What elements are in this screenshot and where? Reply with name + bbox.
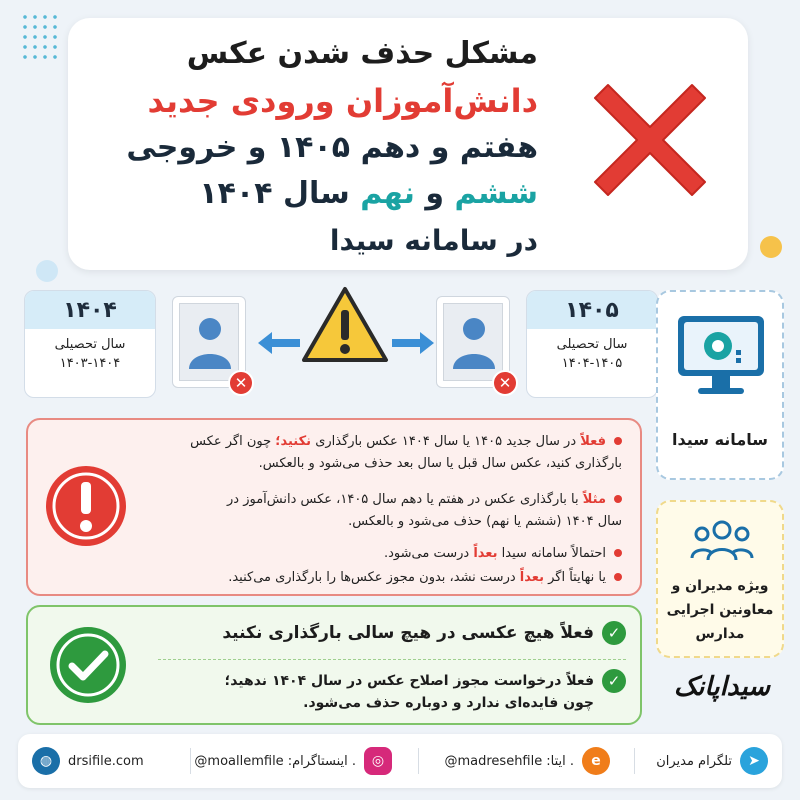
decor-circle-yellow (760, 236, 782, 258)
title-line-1: مشکل حذف شدن عکس (186, 36, 538, 71)
footer-site-label: drsifile.com (68, 753, 144, 769)
advice-line-2: ✓فعلاً درخواست مجوز اصلاح عکس در سال ۱۴۰۴ ندهید؛ (225, 669, 626, 693)
admins-label-1: ویژه مدیران و (671, 578, 769, 594)
title-line-2: دانش‌آموزان ورودی جدید (147, 82, 538, 120)
admins-label-3: مدارس (695, 626, 745, 642)
user-photo-icon (185, 311, 235, 371)
decor-circle-blue (36, 260, 58, 282)
title-line-3: هفتم و دهم ۱۴۰۵ و خروجی (126, 130, 538, 165)
sida-system-label: سامانه سیدا (672, 430, 768, 449)
footer-instagram[interactable] (194, 746, 392, 776)
footer-eitaa-label: . ایتا: (546, 753, 574, 769)
admins-label-2: معاونین اجرایی (666, 602, 774, 618)
decor-dots (20, 12, 60, 62)
arrow-left-icon (258, 332, 300, 354)
eitaa-icon: e (582, 747, 610, 775)
footer-instagram-handle: @moallemfile (194, 753, 284, 769)
warning-bullet-2-cont: سال ۱۴۰۴ (ششم یا نهم) حذف می‌شود و بالعکس. (348, 514, 622, 529)
warning-bullet-1-cont: بارگذاری کنید، عکس سال قبل یا سال بعد حذف می‌شود و بالعکس. (258, 456, 622, 471)
title-line-5: در سامانه سیدا (329, 224, 538, 257)
delete-badge-right: ✕ (492, 370, 518, 396)
check-icon (48, 625, 128, 705)
warning-bullet-2: مثلاً با بارگذاری عکس در هفتم یا دهم سال ۱۴۰۵، عکس دانش‌آموز در (227, 490, 622, 510)
year-card-1405 (526, 290, 658, 398)
warnings-box (26, 418, 642, 596)
year-card-1404-range: ۱۴۰۳-۱۴۰۴ (59, 356, 121, 371)
warning-bullet-1: فعلاً در سال جدید ۱۴۰۵ یا سال ۱۴۰۴ عکس بارگذاری نکنید؛ چون اگر عکس (190, 432, 622, 452)
title-grade-sixth: ششم (454, 176, 538, 211)
year-card-1404 (24, 290, 156, 398)
advice-divider (158, 659, 626, 660)
group-icon (690, 516, 754, 564)
footer-telegram[interactable] (656, 746, 768, 776)
advice-line-3: چون فایده‌ای ندارد و دوباره حذف می‌شود. (303, 695, 594, 711)
arrow-right-icon (392, 332, 434, 354)
footer-eitaa-handle: @madresehfile (444, 753, 543, 769)
globe-icon: ◍ (32, 747, 60, 775)
year-card-1405-year: ۱۴۰۵ (527, 291, 657, 329)
footer-site[interactable] (32, 746, 144, 776)
delete-badge-left: ✕ (228, 370, 254, 396)
footer-telegram-label: تلگرام مدیران (656, 753, 732, 769)
advice-box (26, 605, 642, 725)
check-icon: ✓ (602, 669, 626, 693)
admins-card (656, 500, 784, 658)
title-grade-ninth: نهم (360, 176, 415, 211)
title-line-4 (199, 176, 538, 211)
warning-bullet-4: یا نهایتاً اگر بعداً درست نشد، بدون مجوز عکس‌ها را بارگذاری می‌کنید. (228, 568, 622, 588)
instagram-icon: ◎ (364, 747, 392, 775)
year-card-1405-range: ۱۴۰۴-۱۴۰۵ (561, 356, 623, 371)
x-mark-icon (590, 80, 710, 200)
warning-triangle-icon (300, 284, 390, 366)
footer-eitaa[interactable] (444, 746, 610, 776)
year-card-1404-label: سال تحصیلی (54, 337, 126, 352)
year-card-1405-label: سال تحصیلی (556, 337, 628, 352)
check-icon: ✓ (602, 621, 626, 645)
user-photo-icon (449, 311, 499, 371)
title-year: سال ۱۴۰۴ (199, 176, 350, 211)
advice-line-1: ✓فعلاً هیچ عکسی در هیچ سالی بارگذاری نکنید (222, 621, 626, 645)
exclamation-icon (44, 464, 128, 548)
year-card-1404-year: ۱۴۰۴ (25, 291, 155, 329)
monitor-icon (676, 314, 766, 400)
warning-bullet-3: احتمالاً سامانه سیدا بعداً درست می‌شود. (384, 544, 622, 564)
footer-bar (18, 734, 782, 788)
brand-logo: سیداپانک (673, 672, 771, 702)
sida-system-card (656, 290, 784, 480)
telegram-icon: ➤ (740, 747, 768, 775)
title-and: و (425, 176, 444, 211)
footer-instagram-label: . اینستاگرام: (287, 753, 356, 769)
